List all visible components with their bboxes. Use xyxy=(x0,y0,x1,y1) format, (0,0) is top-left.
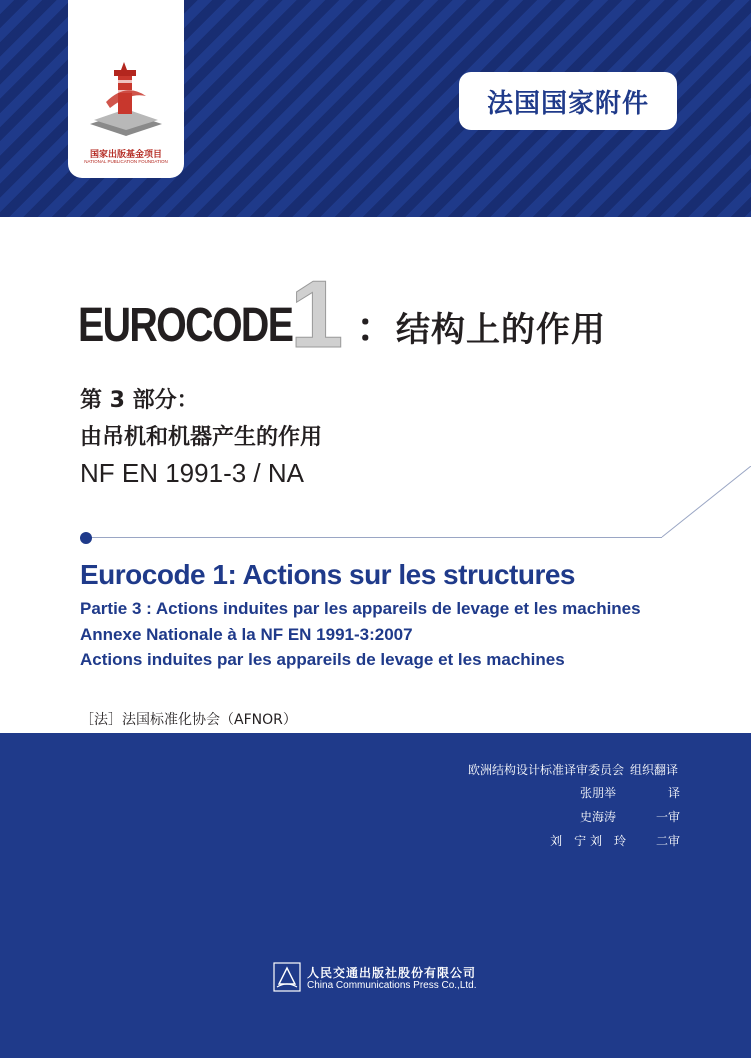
title-colon: ： xyxy=(356,305,396,351)
publisher-cn: 人民交通出版社股份有限公司 xyxy=(307,966,477,980)
french-title: Eurocode 1: Actions sur les structures xyxy=(80,559,575,590)
foundation-logo-icon xyxy=(86,62,166,142)
title-eurocode: EUROCODE xyxy=(78,299,293,352)
credit-name: 刘 宁 刘 玲 xyxy=(550,834,626,848)
credit-role: 组织翻译 xyxy=(630,763,679,777)
title-number: 1 xyxy=(290,261,344,368)
credit-name: 欧洲结构设计标准译审委员会 xyxy=(467,763,624,777)
standard-code: NF EN 1991-3 / NA xyxy=(80,458,304,488)
annex-badge: 法国国家附件 xyxy=(459,72,677,130)
publisher-logo-icon xyxy=(273,962,301,992)
part-label: 第 3 部分： xyxy=(80,388,199,413)
credit-role: 译 xyxy=(668,786,681,800)
credit-role: 二审 xyxy=(656,834,681,848)
foundation-logo-en: NATIONAL PUBLICATION FOUNDATION xyxy=(84,159,168,164)
credit-role: 一审 xyxy=(656,810,681,824)
divider-slant xyxy=(660,466,751,538)
foundation-logo-cn: 国家出版基金项目 xyxy=(89,150,162,160)
foundation-logo-card xyxy=(68,0,184,178)
bottom-banner xyxy=(0,733,751,1058)
publisher-en: China Communications Press Co.,Ltd. xyxy=(307,980,477,991)
credit-name: 张朋举 xyxy=(579,786,616,800)
french-line-3: Actions induites par les appareils de levage et les machines xyxy=(80,650,565,669)
french-line-2: Annexe Nationale à la NF EN 1991-3:2007 xyxy=(80,625,413,644)
credit-name: 史海涛 xyxy=(579,810,616,824)
part-subtitle: 由吊机和机器产生的作用 xyxy=(80,425,323,450)
french-line-1: Partie 3 : Actions induites par les appareils de levage et les machines xyxy=(80,599,641,618)
organization: ［法］法国标准化协会（AFNOR） xyxy=(80,712,297,728)
title-cn: 结构上的作用 xyxy=(396,310,606,350)
divider-dot xyxy=(80,532,92,544)
divider-line xyxy=(92,537,662,538)
